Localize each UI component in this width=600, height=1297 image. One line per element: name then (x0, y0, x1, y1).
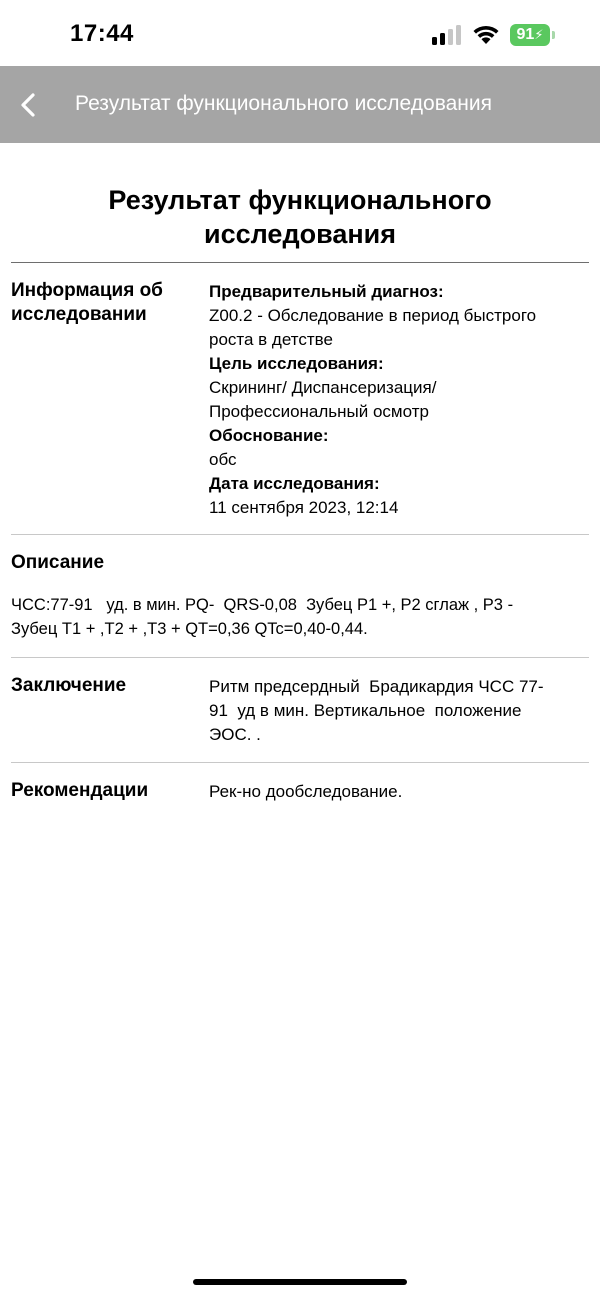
info-section-label (11, 279, 163, 327)
date-label: Дата исследования: (209, 474, 380, 493)
date-value: 11 сентября 2023, 12:14 (209, 498, 399, 517)
purpose-label: Цель исследования: (209, 354, 384, 373)
recommendations-label: Рекомендации (11, 780, 149, 801)
conclusion-label: Заключение (11, 675, 127, 696)
conclusion-text (209, 675, 579, 747)
page-title-line2: исследования (204, 219, 396, 249)
conclusion-line3: ЭОС. . (209, 725, 261, 744)
description-text (11, 593, 596, 641)
chevron-left-icon (23, 95, 33, 115)
page-title-line1: Результат функционального (108, 185, 492, 215)
home-indicator[interactable] (193, 1279, 407, 1285)
info-section-values (209, 280, 579, 520)
back-button[interactable] (14, 86, 44, 124)
purpose-value-line1: Скрининг/ Диспансеризация/ (209, 378, 437, 397)
wifi-icon (472, 22, 500, 46)
description-line1: ЧСС:77-91 уд. в мин. PQ- QRS-0,08 Зубец Р1 +, Р2 сглаж , Р3 - (11, 596, 514, 614)
description-label: Описание (11, 552, 105, 573)
info-label-line2: исследовании (11, 304, 147, 325)
nav-title: Результат функционального исследования (75, 92, 492, 115)
diagnosis-value-line2: роста в детстве (209, 330, 333, 349)
cellular-signal-icon (432, 25, 464, 45)
battery-icon: 91⚡ (510, 24, 550, 46)
title-divider (11, 262, 589, 263)
page-title (0, 183, 600, 251)
conclusion-line1: Ритм предсердный Брадикардия ЧСС 77- (209, 677, 544, 696)
reason-label: Обоснование: (209, 426, 329, 445)
battery-cap (552, 31, 555, 39)
diagnosis-value-line1: Z00.2 - Обследование в период быстрого (209, 306, 537, 325)
info-label-line1: Информация об (11, 280, 163, 301)
diagnosis-label: Предварительный диагноз: (209, 282, 444, 301)
battery-level: 91 (516, 26, 535, 43)
description-line2: Зубец Т1 + ,Т2 + ,Т3 + QT=0,36 QTc=0,40-0,44. (11, 620, 368, 638)
recommendations-value: Рек-но дообследование. (209, 782, 403, 801)
status-time: 17:44 (70, 20, 134, 47)
status-bar (0, 0, 600, 66)
section-divider (11, 534, 589, 535)
section-divider (11, 657, 589, 658)
navigation-bar (0, 66, 600, 143)
conclusion-line2: 91 уд в мин. Вертикальное положение (209, 701, 522, 720)
purpose-value-line2: Профессиональный осмотр (209, 402, 429, 421)
reason-value: обс (209, 450, 237, 469)
section-divider (11, 762, 589, 763)
